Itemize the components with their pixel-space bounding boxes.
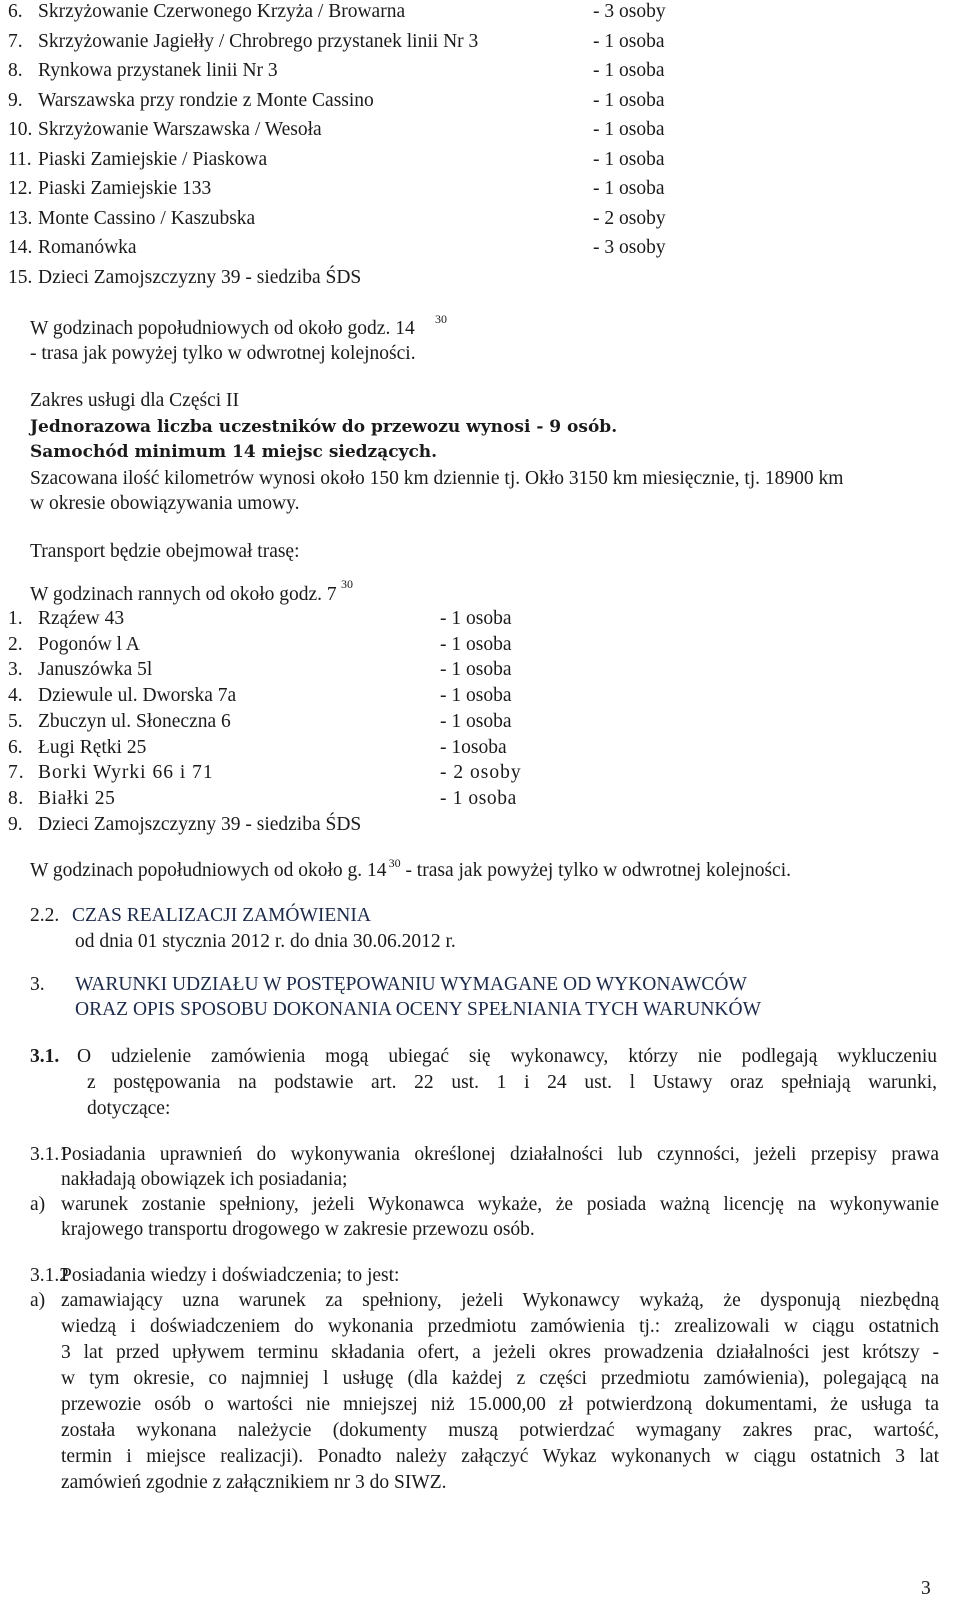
km-estimate: Szacowana ilość kilometrów wynosi około 150 km dziennie tj. Okło 3150 km miesięcznie, tj. 18900 km — [30, 468, 844, 489]
section-2-2-dates: od dnia 01 stycznia 2012 r. do dnia 30.06.2012 r. — [75, 931, 456, 952]
list-item-number: 15. — [8, 266, 33, 288]
list-item-number: 9. — [8, 813, 23, 835]
afternoon2-post: - trasa jak powyżej tylko w odwrotnej kolejności. — [400, 860, 792, 881]
list-item-number: 2. — [8, 633, 23, 655]
list-item-count: - 1 osoba — [593, 60, 665, 81]
list-item-location: Monte Cassino / Kaszubska — [38, 207, 256, 229]
route-intro: Transport będzie obejmował trasę: — [30, 541, 300, 562]
section-3-1-1-a-label: a) — [30, 1194, 46, 1215]
page-number: 3 — [921, 1578, 931, 1599]
section-3-1-2-a-line: została wykonana należycie (dokumenty muszą potwierdzać wymagany zakres prac, wartość, — [61, 1420, 939, 1441]
list-item-location: Rząźew 43 — [38, 608, 125, 629]
list-item-location: Białki 25 — [38, 787, 116, 809]
list-item-location: Borki Wyrki 66 i 71 — [38, 762, 214, 784]
section-2-2-number: 2.2. — [30, 905, 60, 926]
list-item-count: - 1 osoba — [593, 178, 665, 199]
list-item-location: Januszówka 5l — [38, 659, 153, 681]
list-item-number: 10. — [8, 119, 33, 140]
section-3-1-2-a-last: zamówień zgodnie z załącznikiem nr 3 do SIWZ. — [61, 1472, 447, 1493]
list-item-count: - 1 osoba — [593, 119, 665, 140]
morning-time: W godzinach rannych od około godz. 7 — [30, 584, 337, 605]
list-item-location: Dzieci Zamojszczyzny 39 - siedziba ŚDS — [38, 266, 362, 288]
section-3-1-2-a-line: wiedzą i doświadczeniem do wykonania przedmiotu zamówienia tj.: zrealizowali w ciągu ostatnich — [61, 1316, 939, 1337]
section-3-1-2-a-line: w tym okresie, co najmniej l usługę (dla każdej z części przedmiotu zamówienia), polegającą na — [61, 1368, 939, 1389]
list-item-count: - 2 osoby — [593, 207, 666, 229]
section-3-1-2-a-line: zamawiający uzna warunek za spełniony, jeżeli Wykonawcy wykażą, że dysponują niezbędną — [61, 1290, 939, 1311]
list-item-location: Skrzyżowanie Warszawska / Wesoła — [38, 119, 322, 140]
list-item-count: - 1 osoba — [440, 608, 512, 629]
list-item-number: 8. — [8, 787, 24, 809]
list-item-number: 6. — [8, 736, 23, 758]
participants-count: Jednorazowa liczba uczestników do przewozu wynosi - 9 osób. — [30, 417, 618, 437]
section-3-1-line3: dotyczące: — [87, 1098, 171, 1119]
list-item-count: - 1 osoba — [440, 787, 517, 809]
list-item-location: Dzieci Zamojszczyzny 39 - siedziba ŚDS — [38, 813, 362, 835]
list-item-location: Pogonów l A — [38, 633, 140, 655]
list-item-count: - 3 osoby — [593, 237, 666, 258]
section-3-1-line2: z postępowania na podstawie art. 22 ust. 1 i 24 ust. l Ustawy oraz spełniają warunki, — [87, 1072, 937, 1093]
afternoon-time-text: W godzinach popołudniowych od około godz. 14 — [30, 318, 415, 339]
section-3-1-1-number: 3.1.1 — [30, 1144, 69, 1165]
section-3-title-line1: WARUNKI UDZIAŁU W POSTĘPOWANIU WYMAGANE OD WYKONAWCÓW — [75, 974, 747, 995]
section-3-1-2-line1: Posiadania wiedzy i doświadczenia; to jest: — [61, 1265, 400, 1286]
section-3-1-1-line2: nakładają obowiązek ich posiadania; — [61, 1169, 348, 1190]
list-item-count: - 1 osoba — [593, 30, 665, 52]
list-item-number: 11. — [8, 148, 32, 170]
list-item-number: 14. — [8, 237, 33, 258]
section-3-1-2-number: 3.1.2 — [30, 1265, 69, 1286]
section-3-1-line1: O udzielenie zamówienia mogą ubiegać się wykonawcy, którzy nie podlegają wykluczeniu — [77, 1046, 937, 1067]
list-item-count: - 3 osoby — [593, 1, 666, 22]
list-item-number: 3. — [8, 659, 23, 681]
list-item-count: - 1 osoba — [440, 685, 512, 707]
reverse-route-note: - trasa jak powyżej tylko w odwrotnej kolejności. — [30, 343, 416, 364]
afternoon2-superscript: 30 — [388, 856, 401, 870]
list-item-count: - 1 osoba — [593, 89, 665, 111]
list-item-location: Warszawska przy rondzie z Monte Cassino — [38, 89, 374, 111]
list-item-number: 5. — [8, 710, 23, 732]
list-item-number: 1. — [8, 608, 23, 629]
afternoon-route-note — [30, 318, 415, 340]
list-item-number: 9. — [8, 89, 23, 111]
list-item-location: Rynkowa przystanek linii Nr 3 — [38, 60, 278, 81]
list-item-location: Zbuczyn ul. Słoneczna 6 — [38, 710, 231, 732]
list-item-count: - 2 osoby — [440, 762, 522, 784]
section-3-1-2-a-line: termin i miejsce realizacji). Ponadto należy załączyć Wykaz wykonanych w ciągu ostatnich 3 lat — [61, 1446, 939, 1467]
km-estimate-cont: w okresie obowiązywania umowy. — [30, 493, 300, 514]
section-3-1-1-a-line2: krajowego transportu drogowego w zakresie przewozu osób. — [61, 1219, 535, 1240]
list-item-location: Romanówka — [38, 237, 137, 258]
list-item-number: 6. — [8, 1, 23, 22]
list-item-count: - 1osoba — [440, 736, 507, 758]
section-3-number: 3. — [30, 974, 45, 995]
list-item-location: Ługi Rętki 25 — [38, 736, 147, 758]
list-item-number: 13. — [8, 207, 33, 229]
list-item-number: 7. — [8, 762, 25, 784]
vehicle-seats: Samochód minimum 14 miejsc siedzących. — [30, 442, 438, 462]
afternoon-route-note-2 — [30, 856, 792, 883]
list-item-count: - 1 osoba — [593, 148, 665, 170]
section-2-2-title: CZAS REALIZACJI ZAMÓWIENIA — [72, 905, 371, 926]
section-3-1-number: 3.1. — [30, 1046, 60, 1067]
list-item-number: 7. — [8, 30, 23, 52]
list-item-count: - 1 osoba — [440, 710, 512, 732]
afternoon2-pre: W godzinach popołudniowych od około g. 14 — [30, 860, 387, 881]
part2-heading: Zakres usługi dla Części II — [30, 390, 240, 411]
list-item-location: Skrzyżowanie Jagiełły / Chrobrego przystanek linii Nr 3 — [38, 30, 479, 52]
list-item-number: 8. — [8, 60, 23, 81]
list-item-number: 12. — [8, 178, 33, 199]
list-item-count: - 1 osoba — [440, 633, 512, 655]
section-3-1-1-line1: Posiadania uprawnień do wykonywania określonej działalności lub czynności, jeżeli przepisy prawa — [61, 1144, 939, 1165]
morning-time-superscript: 30 — [341, 577, 353, 591]
afternoon-time-superscript: 30 — [435, 312, 447, 326]
list-item-location: Piaski Zamiejskie 133 — [38, 178, 212, 199]
list-item-count: - 1 osoba — [440, 659, 512, 681]
list-item-location: Dziewule ul. Dworska 7a — [38, 685, 237, 707]
section-3-1-2-a-line: 3 lat przed upływem terminu składania ofert, a jeżeli okres prowadzenia działalności jest krótszy - — [61, 1342, 939, 1363]
section-3-title-line2: ORAZ OPIS SPOSOBU DOKONANIA OCENY SPEŁNIANIA TYCH WARUNKÓW — [75, 999, 761, 1020]
list-item-location: Skrzyżowanie Czerwonego Krzyża / Browarna — [38, 1, 406, 22]
section-3-1-1-a-line1: warunek zostanie spełniony, jeżeli Wykonawca wykaże, że posiada ważną licencję na wykonywanie — [61, 1194, 939, 1215]
list-item-number: 4. — [8, 685, 23, 707]
section-3-1-2-a-label: a) — [30, 1290, 46, 1311]
list-item-location: Piaski Zamiejskie / Piaskowa — [38, 148, 268, 170]
section-3-1-2-a-line: przewozie osób o wartości nie mniejszej niż 15.000,00 zł potwierdzoną dokumentami, że usługa ta — [61, 1394, 939, 1415]
